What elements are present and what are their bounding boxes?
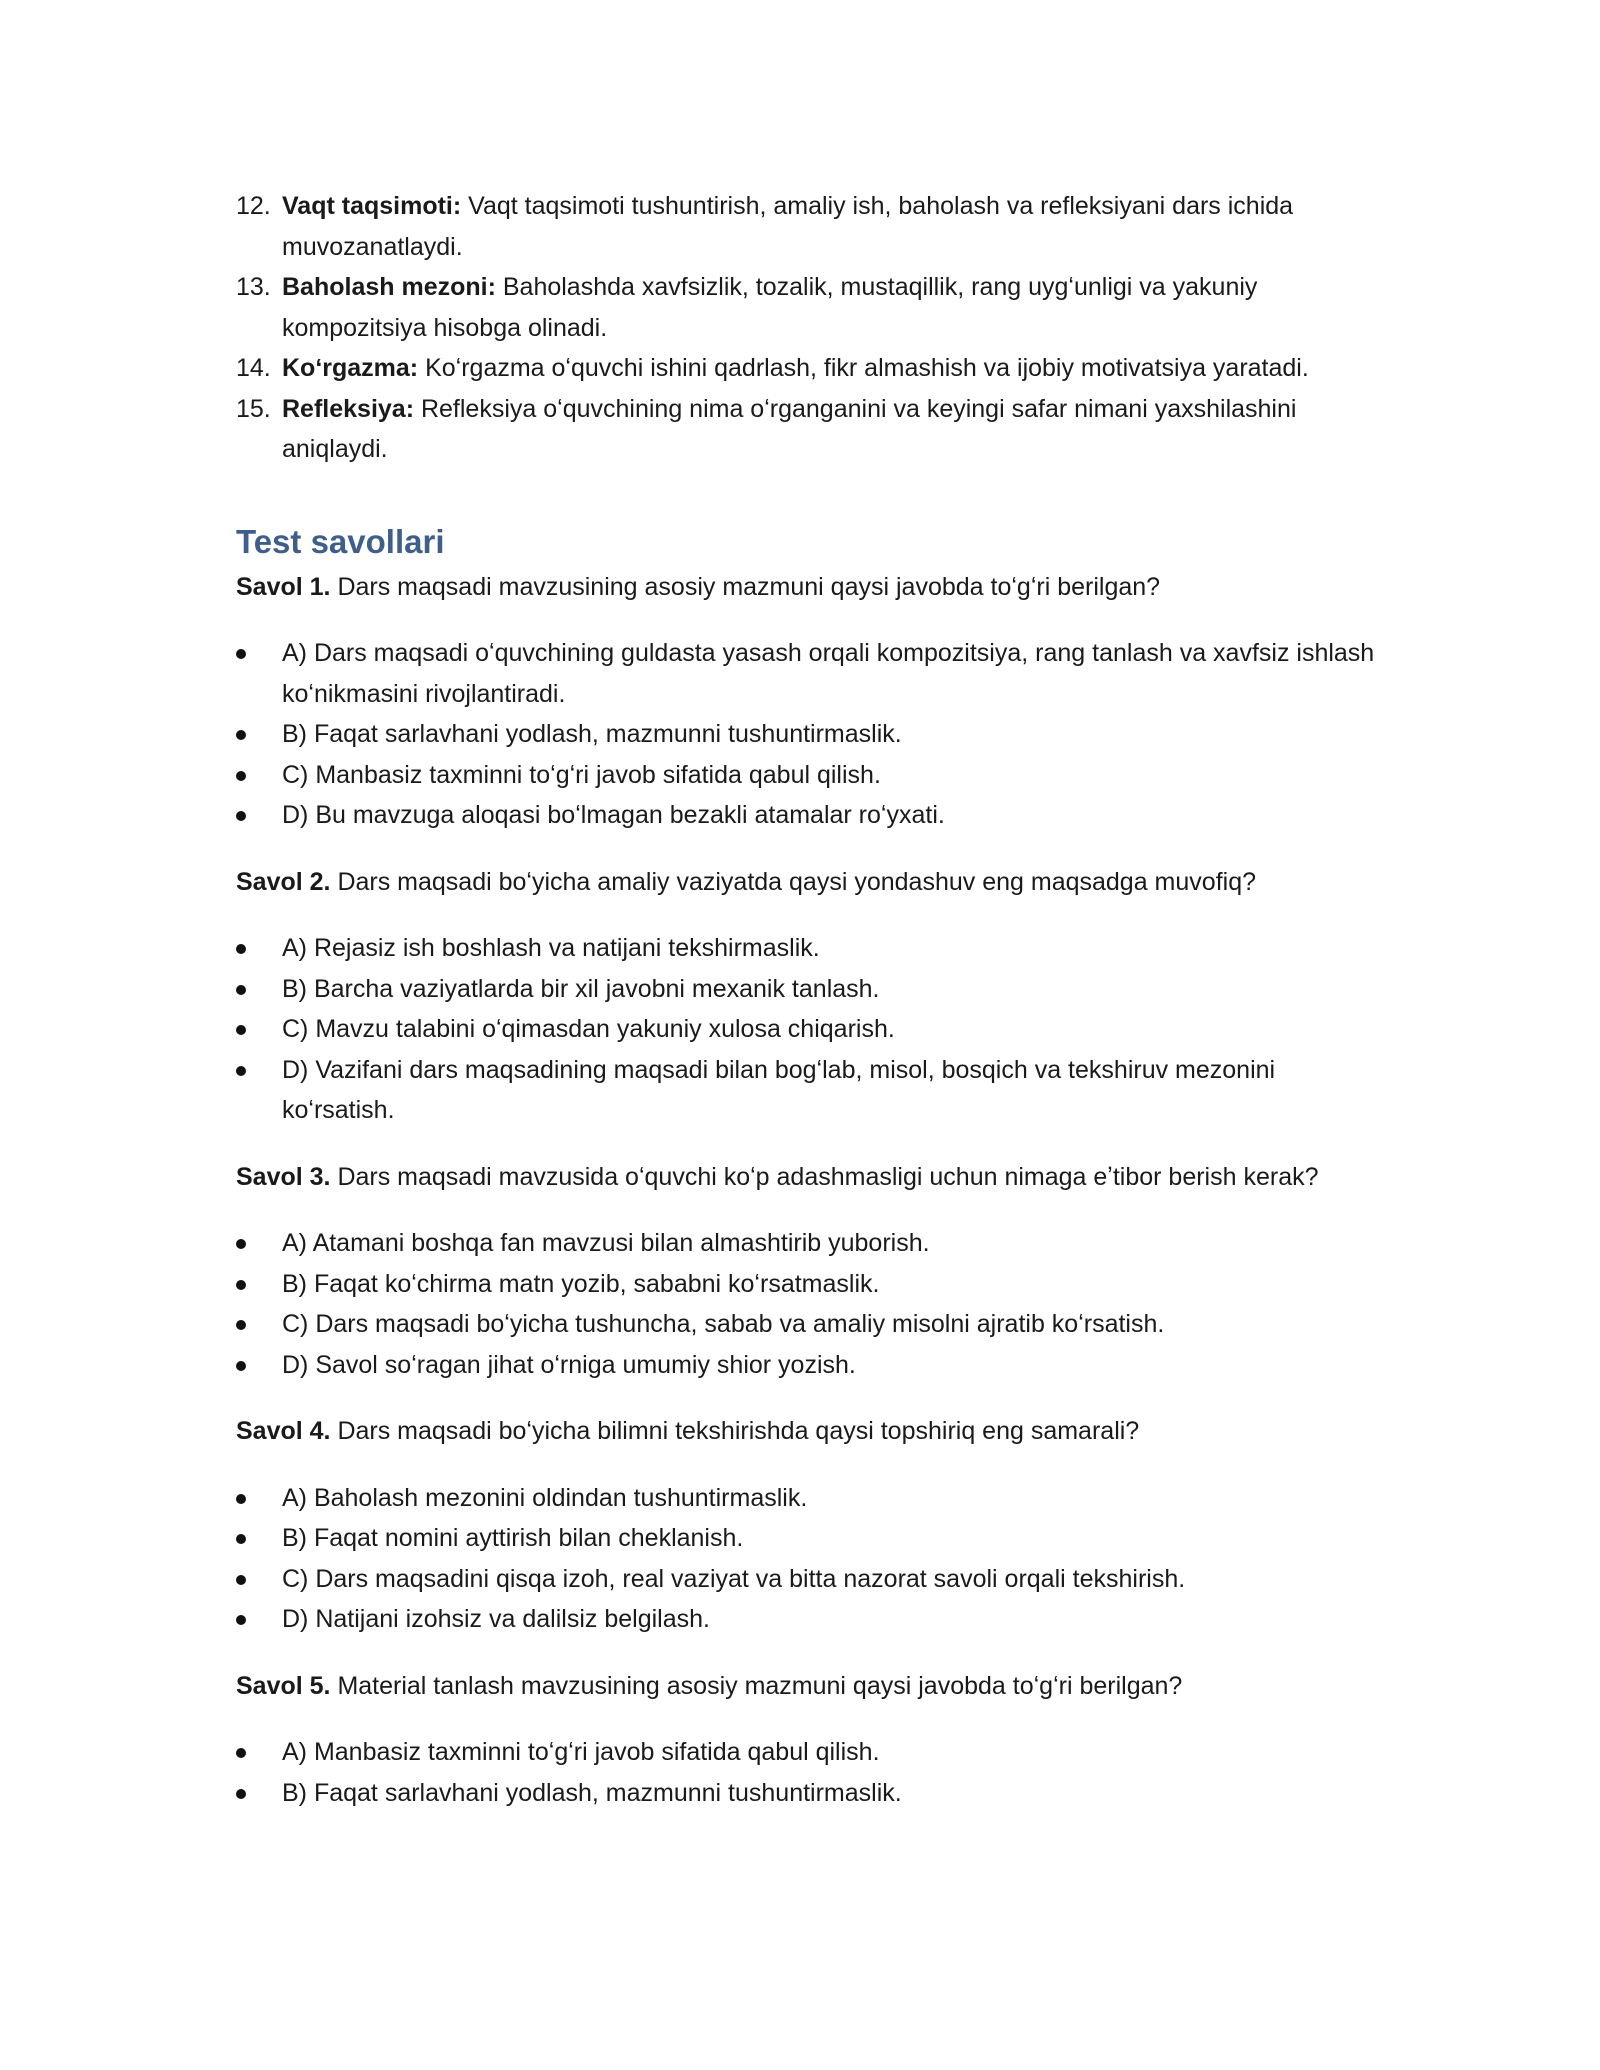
option-text: D) Vazifani dars maqsadining maqsadi bilan bogʻlab, misol, bosqich va tekshiruv mezonini koʻrsatish. bbox=[282, 1055, 1276, 1124]
question-3 bbox=[236, 1157, 1376, 1198]
item-term: Vaqt taqsimoti: bbox=[282, 192, 462, 220]
option-item bbox=[236, 1304, 1376, 1345]
item-number: 12. bbox=[236, 192, 271, 220]
question-label: Savol 5. bbox=[236, 1671, 331, 1700]
question-label: Savol 4. bbox=[236, 1417, 331, 1445]
question-5-options bbox=[236, 1732, 1376, 1813]
option-text: A) Atamani boshqa fan mavzusi bilan almashtirib yuborish. bbox=[282, 1229, 930, 1257]
option-item bbox=[236, 1264, 1376, 1305]
option-text: A) Dars maqsadi oʻquvchining guldasta yasash orqali kompozitsiya, rang tanlash va xavfsiz ishlash koʻnikmasini rivojlantiradi. bbox=[282, 639, 1375, 708]
question-text: Dars maqsadi mavzusining asosiy mazmuni qaysi javobda toʻgʻri berilgan? bbox=[330, 572, 1161, 601]
bullet-icon bbox=[236, 1575, 246, 1585]
question-4-options bbox=[236, 1478, 1376, 1640]
question-3-options bbox=[236, 1223, 1376, 1385]
bullet-icon bbox=[236, 1361, 246, 1371]
bullet-icon bbox=[236, 944, 246, 954]
numbered-list bbox=[236, 186, 1376, 470]
question-text: Dars maqsadi boʻyicha amaliy vaziyatda qaysi yondashuv eng maqsadga muvofiq? bbox=[330, 867, 1257, 896]
option-item bbox=[236, 1345, 1376, 1386]
section-heading: Test savollari bbox=[236, 522, 445, 560]
option-text: C) Manbasiz taxminni toʻgʻri javob sifatida qabul qilish. bbox=[282, 760, 881, 789]
item-text: Baholashda xavfsizlik, tozalik, mustaqillik, rang uygʻunligi va yakuniy kompozitsiya hisobga olinadi. bbox=[282, 273, 1258, 342]
option-item bbox=[236, 1223, 1376, 1264]
bullet-icon bbox=[236, 1066, 246, 1076]
option-text: C) Dars maqsadi boʻyicha tushuncha, sabab va amaliy misolni ajratib koʻrsatish. bbox=[282, 1310, 1165, 1338]
item-number: 13. bbox=[236, 273, 271, 301]
bullet-icon bbox=[236, 985, 246, 995]
item-text: Refleksiya oʻquvchining nima oʻrganganini va keyingi safar nimani yaxshilashini aniqlaydi. bbox=[282, 394, 1297, 463]
option-item bbox=[236, 755, 1376, 796]
option-text: B) Faqat koʻchirma matn yozib, sababni koʻrsatmaslik. bbox=[282, 1269, 880, 1298]
option-item bbox=[236, 795, 1376, 836]
bullet-icon bbox=[236, 1748, 246, 1758]
list-item bbox=[236, 186, 1376, 267]
option-text: D) Natijani izohsiz va dalilsiz belgilash. bbox=[282, 1605, 710, 1633]
option-text: B) Barcha vaziyatlarda bir xil javobni mexanik tanlash. bbox=[282, 974, 880, 1003]
list-item bbox=[236, 389, 1376, 470]
option-text: B) Faqat sarlavhani yodlash, mazmunni tushuntirmaslik. bbox=[282, 1778, 902, 1807]
option-item bbox=[236, 1050, 1376, 1131]
option-text: A) Rejasiz ish boshlash va natijani tekshirmaslik. bbox=[282, 934, 820, 962]
option-item bbox=[236, 969, 1376, 1010]
list-item bbox=[236, 348, 1376, 389]
bullet-icon bbox=[236, 1239, 246, 1249]
option-item bbox=[236, 1518, 1376, 1559]
bullet-icon bbox=[236, 771, 246, 781]
option-text: D) Savol soʻragan jihat oʻrniga umumiy shior yozish. bbox=[282, 1350, 856, 1379]
option-item bbox=[236, 1009, 1376, 1050]
bullet-icon bbox=[236, 1025, 246, 1035]
bullet-icon bbox=[236, 1615, 246, 1625]
option-item bbox=[236, 1732, 1376, 1773]
bullet-icon bbox=[236, 1280, 246, 1290]
item-text: Vaqt taqsimoti tushuntirish, amaliy ish, baholash va refleksiyani dars ichida muvozanatlaydi. bbox=[282, 192, 1294, 261]
document-page bbox=[236, 186, 1376, 1839]
option-item bbox=[236, 1773, 1376, 1814]
option-item bbox=[236, 633, 1376, 714]
option-item bbox=[236, 1599, 1376, 1640]
question-label: Savol 2. bbox=[236, 867, 331, 896]
bullet-icon bbox=[236, 649, 246, 659]
option-text: B) Faqat nomini ayttirish bilan cheklanish. bbox=[282, 1524, 744, 1552]
bullet-icon bbox=[236, 1789, 246, 1799]
question-5 bbox=[236, 1666, 1376, 1707]
option-item bbox=[236, 1478, 1376, 1519]
bullet-icon bbox=[236, 730, 246, 740]
option-item bbox=[236, 928, 1376, 969]
item-number: 14. bbox=[236, 354, 271, 382]
question-2-options bbox=[236, 928, 1376, 1131]
list-item bbox=[236, 267, 1376, 348]
question-text: Material tanlash mavzusining asosiy mazmuni qaysi javobda toʻgʻri berilgan? bbox=[330, 1671, 1183, 1700]
item-term: Koʻrgazma: bbox=[282, 354, 419, 382]
question-text: Dars maqsadi boʻyicha bilimni tekshirishda qaysi topshiriq eng samarali? bbox=[330, 1417, 1140, 1445]
question-1 bbox=[236, 567, 1376, 608]
option-item bbox=[236, 714, 1376, 755]
option-text: A) Baholash mezonini oldindan tushuntirmaslik. bbox=[282, 1483, 808, 1512]
question-1-options bbox=[236, 633, 1376, 836]
option-text: B) Faqat sarlavhani yodlash, mazmunni tushuntirmaslik. bbox=[282, 720, 902, 748]
option-item bbox=[236, 1559, 1376, 1600]
option-text: C) Dars maqsadini qisqa izoh, real vaziyat va bitta nazorat savoli orqali tekshirish. bbox=[282, 1564, 1186, 1593]
item-number: 15. bbox=[236, 394, 271, 423]
question-4 bbox=[236, 1411, 1376, 1452]
option-text: C) Mavzu talabini oʻqimasdan yakuniy xulosa chiqarish. bbox=[282, 1015, 895, 1043]
item-term: Baholash mezoni: bbox=[282, 273, 496, 301]
question-2 bbox=[236, 862, 1376, 903]
option-text: D) Bu mavzuga aloqasi boʻlmagan bezakli atamalar roʻyxati. bbox=[282, 801, 945, 829]
bullet-icon bbox=[236, 1534, 246, 1544]
bullet-icon bbox=[236, 811, 246, 821]
bullet-icon bbox=[236, 1320, 246, 1330]
item-term: Refleksiya: bbox=[282, 394, 415, 423]
option-text: A) Manbasiz taxminni toʻgʻri javob sifatida qabul qilish. bbox=[282, 1738, 880, 1766]
question-label: Savol 3. bbox=[236, 1162, 331, 1191]
bullet-icon bbox=[236, 1494, 246, 1504]
item-text: Koʻrgazma oʻquvchi ishini qadrlash, fikr almashish va ijobiy motivatsiya yaratadi. bbox=[418, 354, 1309, 382]
question-text: Dars maqsadi mavzusida oʻquvchi koʻp adashmasligi uchun nimaga eʼtibor berish kerak? bbox=[330, 1162, 1319, 1191]
question-label: Savol 1. bbox=[236, 572, 331, 601]
